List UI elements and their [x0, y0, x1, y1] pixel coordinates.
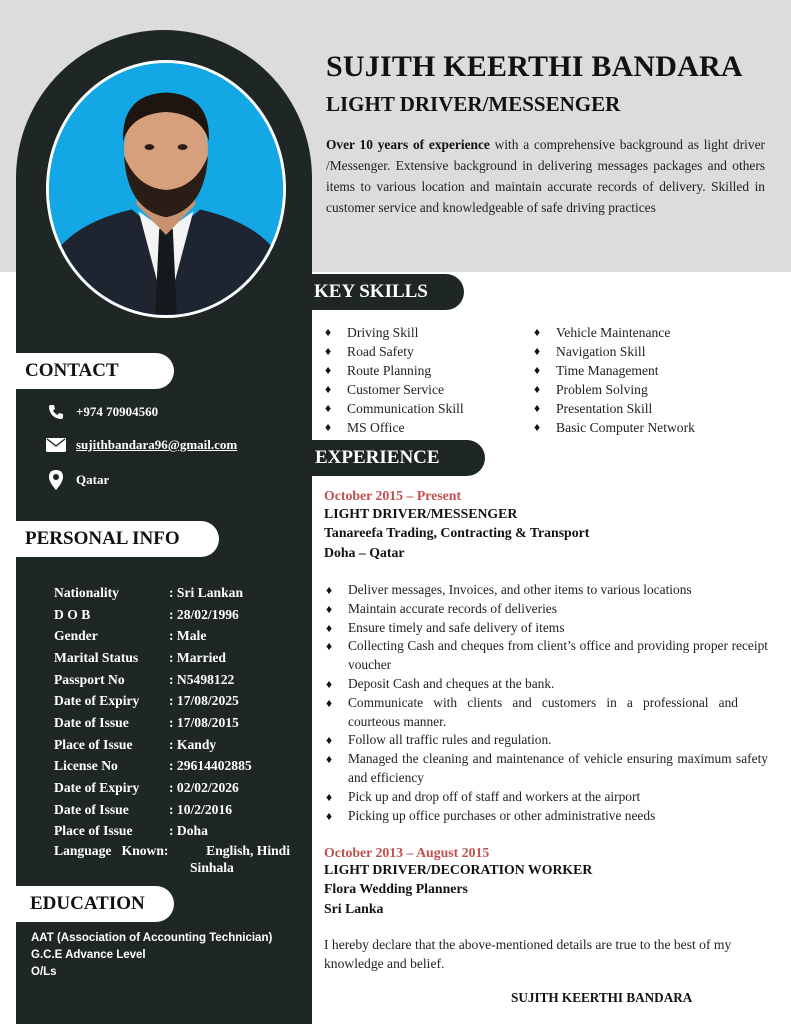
- education-heading: EDUCATION: [16, 886, 174, 922]
- personal-info-row: [54, 799, 299, 821]
- skill-item: ♦ Route Planning: [325, 361, 464, 380]
- skill-item: ♦ Road Safety: [325, 342, 464, 361]
- location-pin-icon: [44, 470, 68, 490]
- language-value: English, Hindi: [206, 843, 290, 859]
- duty-item: ♦ Collecting Cash and cheques from client’s office and providing proper receipt voucher: [326, 637, 768, 675]
- personal-info-row: [54, 647, 299, 669]
- summary-text: with a comprehensive background as light driver /Messenger. Extensive background in delivering messages packages and others items to various location and maintain accurate records of delivery. Skilled in customer service and knowledgeable of safe driving practices: [326, 137, 765, 215]
- skill-item: ♦ Communication Skill: [325, 399, 464, 418]
- personal-info-value: : 17/08/2025: [169, 693, 239, 709]
- personal-info-label: License No: [54, 758, 118, 774]
- contact-phone: [44, 404, 158, 420]
- contact-email[interactable]: [44, 437, 237, 453]
- personal-info-row: [54, 734, 299, 756]
- job-1-duties: [326, 581, 768, 825]
- job-2-place: Sri Lanka: [324, 901, 384, 916]
- job-2-company: Flora Wedding Planners: [324, 881, 468, 896]
- education-list: [31, 930, 272, 981]
- education-item: AAT (Association of Accounting Technician): [31, 932, 273, 944]
- key-skills-heading: KEY SKILLS: [310, 274, 464, 310]
- personal-info-value: : 29614402885: [169, 758, 252, 774]
- personal-info-row: [54, 690, 299, 712]
- profile-summary: [326, 134, 765, 218]
- personal-info-heading: PERSONAL INFO: [16, 521, 219, 557]
- declaration-text: I hereby declare that the above-mentioned details are true to the best of my knowledge and belief.: [324, 937, 732, 971]
- job-1-date: October 2015 – Present: [324, 488, 462, 503]
- duty-item: ♦ Maintain accurate records of deliveries: [326, 600, 768, 619]
- personal-info-label: Place of Issue: [54, 736, 133, 752]
- email-link[interactable]: sujithbandara96@gmail.com: [76, 437, 238, 452]
- skill-item: ♦ Problem Solving: [534, 380, 695, 399]
- personal-info-row: [54, 625, 299, 647]
- candidate-name: SUJITH KEERTHI BANDARA: [326, 50, 743, 83]
- personal-info-label: D O B: [54, 606, 91, 622]
- personal-info-label: Date of Expiry: [54, 780, 140, 796]
- personal-info-value: : Sri Lankan: [169, 584, 244, 600]
- skill-item: ♦ Driving Skill: [325, 323, 464, 342]
- personal-info-value: : Married: [169, 649, 226, 665]
- personal-info-label: Nationality: [54, 584, 119, 600]
- signature-name: SUJITH KEERTHI BANDARA: [511, 990, 693, 1005]
- skill-item: ♦ Customer Service: [325, 380, 464, 399]
- job-2-date: October 2013 – August 2015: [324, 845, 490, 860]
- duty-item: ♦ Communicate with clients and customers in a professional and courteous manner.: [326, 694, 768, 732]
- personal-info-row: [54, 821, 299, 843]
- job-1-role: LIGHT DRIVER/MESSENGER: [324, 506, 518, 521]
- personal-info-row: [54, 582, 299, 604]
- duty-item: ♦ Ensure timely and safe delivery of items: [326, 619, 768, 638]
- personal-info-label: Date of Issue: [54, 714, 129, 730]
- skill-item: ♦ Basic Computer Network: [534, 418, 695, 437]
- personal-info-label: Marital Status: [54, 649, 139, 665]
- duty-item: ♦ Picking up office purchases or other administrative needs: [326, 807, 768, 826]
- duty-item: ♦ Follow all traffic rules and regulation.: [326, 731, 768, 750]
- person-portrait-icon: [49, 63, 283, 315]
- personal-info-value: : Kandy: [169, 736, 217, 752]
- skill-item: ♦ Vehicle Maintenance: [534, 323, 695, 342]
- candidate-title: LIGHT DRIVER/MESSENGER: [326, 92, 621, 116]
- contact-heading: CONTACT: [16, 353, 174, 389]
- personal-info-row: [54, 756, 299, 778]
- job-1-company: Tanareefa Trading, Contracting & Transport: [324, 525, 590, 540]
- personal-info-row: [54, 712, 299, 734]
- skill-item: ♦ Time Management: [534, 361, 695, 380]
- skill-item: ♦ MS Office: [325, 418, 464, 437]
- language-value-extra: Sinhala: [190, 860, 234, 876]
- personal-info-value: : 17/08/2015: [169, 714, 239, 730]
- experience-heading: EXPERIENCE: [310, 440, 485, 476]
- personal-info-label: Date of Issue: [54, 801, 129, 817]
- duty-item: ♦ Managed the cleaning and maintenance of vehicle ensuring maximum safety and efficiency: [326, 750, 768, 788]
- profile-photo: [46, 60, 286, 318]
- duty-item: ♦ Pick up and drop off of staff and workers at the airport: [326, 788, 768, 807]
- personal-info-label: Passport No: [54, 671, 125, 687]
- personal-info-label: Gender: [54, 628, 98, 644]
- job-1-place: Doha – Qatar: [324, 545, 405, 560]
- personal-info-value: : Doha: [169, 823, 208, 839]
- phone-text: +974 70904560: [76, 404, 159, 419]
- location-text: Qatar: [76, 472, 110, 487]
- skills-list-left: [325, 323, 464, 437]
- language-row: [54, 842, 299, 876]
- skill-item: ♦ Presentation Skill: [534, 399, 695, 418]
- email-icon: [44, 438, 68, 452]
- skill-item: ♦ Navigation Skill: [534, 342, 695, 361]
- job-2-role: LIGHT DRIVER/DECORATION WORKER: [324, 862, 593, 877]
- personal-info-label: Date of Expiry: [54, 693, 140, 709]
- duty-item: ♦ Deliver messages, Invoices, and other items to various locations: [326, 581, 768, 600]
- personal-info-value: : Male: [169, 628, 207, 644]
- contact-location: [44, 470, 109, 490]
- personal-info-value: : N5498122: [169, 671, 235, 687]
- education-item: O/Ls: [31, 966, 57, 978]
- personal-info-value: : 10/2/2016: [169, 801, 233, 817]
- education-item: G.C.E Advance Level: [31, 949, 146, 961]
- summary-lead: Over 10 years of experience: [326, 137, 490, 152]
- personal-info-value: : 28/02/1996: [169, 606, 239, 622]
- language-label: Language Known:: [54, 843, 169, 859]
- personal-info-value: : 02/02/2026: [169, 780, 239, 796]
- personal-info-row: [54, 669, 299, 691]
- duty-item: ♦ Deposit Cash and cheques at the bank.: [326, 675, 768, 694]
- personal-info-label: Place of Issue: [54, 823, 133, 839]
- personal-info-row: [54, 604, 299, 626]
- personal-info-list: [54, 582, 299, 876]
- skills-list-right: [534, 323, 695, 437]
- phone-icon: [44, 404, 68, 420]
- personal-info-row: [54, 777, 299, 799]
